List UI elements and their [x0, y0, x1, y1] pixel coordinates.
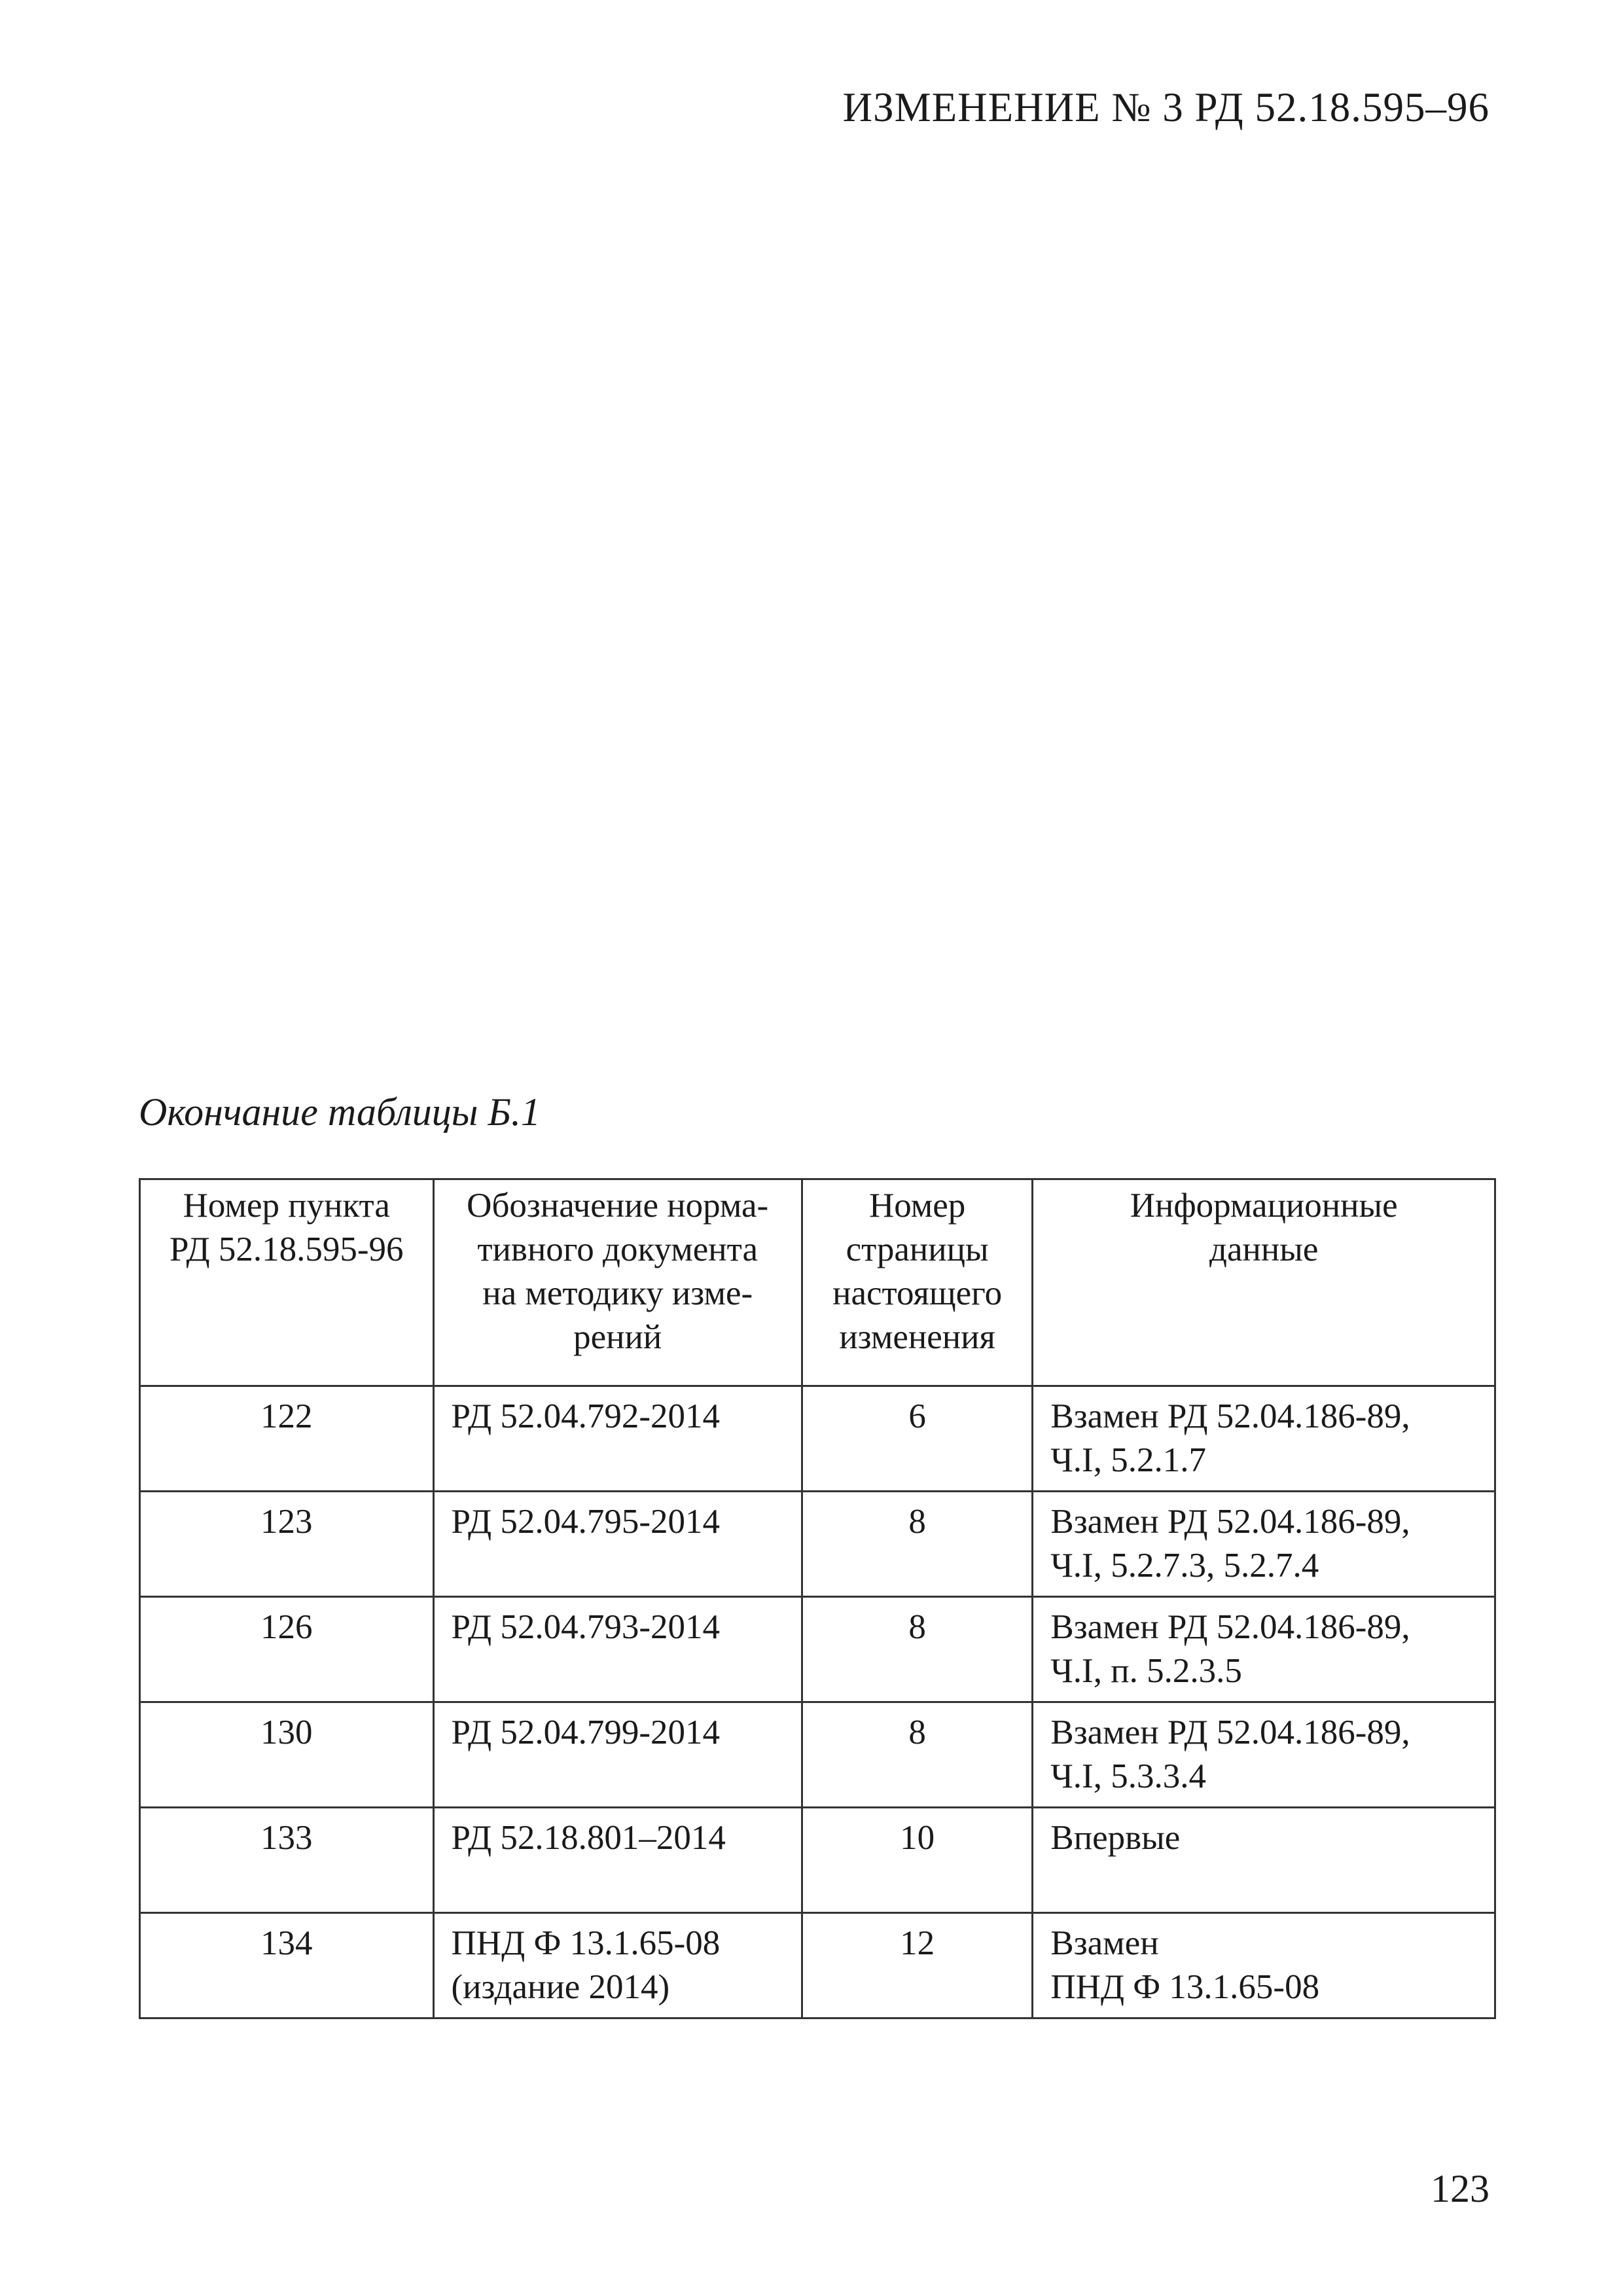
page-number: 123: [1431, 2167, 1489, 2210]
table-row: [140, 1597, 1495, 1702]
document-cell: ПНД Ф 13.1.65-08 (издание 2014): [433, 1913, 802, 2018]
info-cell: Взамен РД 52.04.186-89, Ч.I, 5.2.1.7: [1033, 1386, 1495, 1492]
page-cell: 8: [802, 1702, 1032, 1808]
table-row: [140, 1913, 1495, 2018]
item-number-cell: 133: [140, 1808, 434, 1913]
header-info: Информационные данные: [1033, 1179, 1495, 1386]
document-cell: РД 52.04.792-2014: [433, 1386, 802, 1492]
info-cell: Взамен РД 52.04.186-89, Ч.I, 5.2.7.3, 5.2.7.4: [1033, 1492, 1495, 1597]
item-number-cell: 126: [140, 1597, 434, 1702]
info-cell: Впервые: [1033, 1808, 1495, 1913]
item-number-cell: 130: [140, 1702, 434, 1808]
item-number-cell: 134: [140, 1913, 434, 2018]
document-cell: РД 52.04.799-2014: [433, 1702, 802, 1808]
item-number-cell: 122: [140, 1386, 434, 1492]
table-caption: Окончание таблицы Б.1: [139, 1090, 541, 1134]
document-header: ИЗМЕНЕНИЕ № 3 РД 52.18.595–96: [842, 84, 1489, 130]
table-row: [140, 1492, 1495, 1597]
info-cell: Взамен РД 52.04.186-89, Ч.I, п. 5.2.3.5: [1033, 1597, 1495, 1702]
info-cell: Взамен РД 52.04.186-89, Ч.I, 5.3.3.4: [1033, 1702, 1495, 1808]
table-header-row: [140, 1179, 1495, 1386]
document-cell: РД 52.18.801–2014: [433, 1808, 802, 1913]
header-item-number: Номер пункта РД 52.18.595-96: [140, 1179, 434, 1386]
table-row: [140, 1386, 1495, 1492]
page-cell: 12: [802, 1913, 1032, 2018]
header-page-number: Номер страницы настоящего изменения: [802, 1179, 1032, 1386]
document-cell: РД 52.04.793-2014: [433, 1597, 802, 1702]
page-cell: 6: [802, 1386, 1032, 1492]
item-number-cell: 123: [140, 1492, 434, 1597]
document-cell: РД 52.04.795-2014: [433, 1492, 802, 1597]
table-row: [140, 1702, 1495, 1808]
info-cell: Взамен ПНД Ф 13.1.65-08: [1033, 1913, 1495, 2018]
table-row: [140, 1808, 1495, 1913]
page-cell: 8: [802, 1492, 1032, 1597]
page-cell: 8: [802, 1597, 1032, 1702]
header-document-designation: Обозначение норма- тивного документа на методику изме- рений: [433, 1179, 802, 1386]
page-cell: 10: [802, 1808, 1032, 1913]
changes-table: [139, 1178, 1496, 2019]
